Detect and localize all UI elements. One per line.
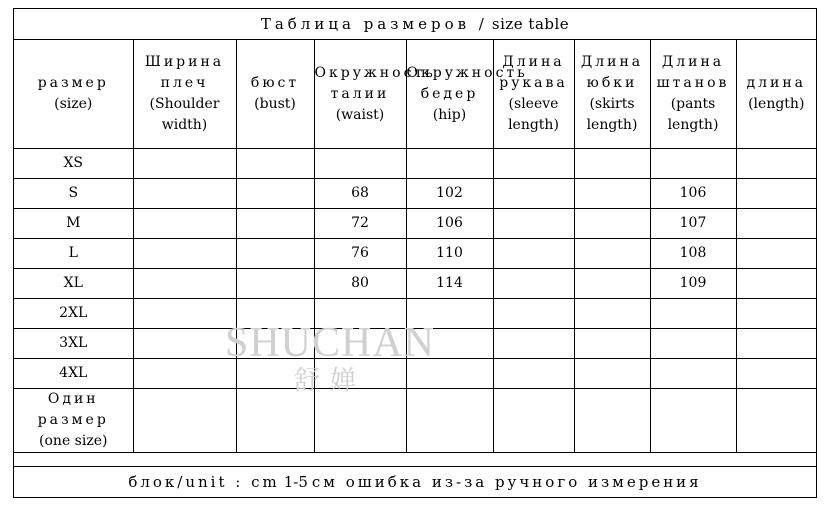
header-sleeve: Длина рукава (sleeve length) bbox=[493, 40, 574, 149]
waist-cell bbox=[314, 299, 406, 329]
empty-cell bbox=[314, 389, 406, 453]
bust-cell bbox=[236, 239, 314, 269]
sleeve-cell bbox=[493, 269, 574, 299]
waist-cell: 72 bbox=[314, 209, 406, 239]
pants-cell bbox=[650, 359, 736, 389]
waist-cell bbox=[314, 329, 406, 359]
table-row bbox=[14, 299, 816, 329]
length-cell bbox=[736, 149, 816, 179]
length-cell bbox=[736, 269, 816, 299]
empty-cell bbox=[574, 389, 650, 453]
waist-cell bbox=[314, 359, 406, 389]
pants-cell bbox=[650, 149, 736, 179]
header-hip: Окружность бедер (hip) bbox=[406, 40, 493, 149]
sleeve-cell bbox=[493, 299, 574, 329]
skirt-cell bbox=[574, 179, 650, 209]
watermark-chinese: 舒婵 bbox=[293, 366, 366, 396]
size-cell: M bbox=[14, 209, 133, 239]
empty-cell bbox=[406, 389, 493, 453]
shoulder-cell bbox=[133, 299, 236, 329]
skirt-cell bbox=[574, 269, 650, 299]
length-cell bbox=[736, 329, 816, 359]
waist-cell: 76 bbox=[314, 239, 406, 269]
shoulder-cell bbox=[133, 269, 236, 299]
skirt-cell bbox=[574, 359, 650, 389]
one-size-en: (one size) bbox=[39, 433, 108, 449]
size-cell: S bbox=[14, 179, 133, 209]
empty-cell bbox=[650, 389, 736, 453]
length-cell bbox=[736, 239, 816, 269]
size-cell: 4XL bbox=[14, 359, 133, 389]
table-row bbox=[14, 179, 816, 209]
title-ru: Таблица размеров / bbox=[260, 15, 488, 33]
table-footer bbox=[14, 466, 816, 497]
hip-cell bbox=[406, 149, 493, 179]
sleeve-cell bbox=[493, 179, 574, 209]
size-cell: 3XL bbox=[14, 329, 133, 359]
bust-cell bbox=[236, 209, 314, 239]
table-row bbox=[14, 239, 816, 269]
skirt-cell bbox=[574, 329, 650, 359]
hip-cell: 102 bbox=[406, 179, 493, 209]
shoulder-cell bbox=[133, 359, 236, 389]
header-length: длина (length) bbox=[736, 40, 816, 149]
one-size-ru: Один размер bbox=[37, 391, 109, 428]
shoulder-cell bbox=[133, 149, 236, 179]
bust-cell bbox=[236, 299, 314, 329]
table-title bbox=[14, 9, 816, 40]
bust-cell bbox=[236, 179, 314, 209]
footer-unit: блок/unit : cm bbox=[128, 473, 280, 491]
one-size-cell bbox=[14, 389, 133, 453]
sleeve-cell bbox=[493, 239, 574, 269]
bust-cell bbox=[236, 329, 314, 359]
hip-cell: 110 bbox=[406, 239, 493, 269]
size-cell: XL bbox=[14, 269, 133, 299]
length-cell bbox=[736, 359, 816, 389]
table-row bbox=[14, 359, 816, 389]
hip-cell: 114 bbox=[406, 269, 493, 299]
table-row-one-size bbox=[14, 389, 816, 453]
bust-cell bbox=[236, 269, 314, 299]
table-row bbox=[14, 269, 816, 299]
header-row bbox=[14, 40, 816, 149]
empty-cell bbox=[493, 389, 574, 453]
size-table bbox=[14, 40, 816, 453]
size-cell: L bbox=[14, 239, 133, 269]
title-en: size table bbox=[491, 15, 570, 33]
table-row bbox=[14, 209, 816, 239]
header-bust: бюст (bust) bbox=[236, 40, 314, 149]
pants-cell: 107 bbox=[650, 209, 736, 239]
pants-cell bbox=[650, 329, 736, 359]
waist-cell: 80 bbox=[314, 269, 406, 299]
sleeve-cell bbox=[493, 359, 574, 389]
pants-cell: 108 bbox=[650, 239, 736, 269]
hip-cell: 106 bbox=[406, 209, 493, 239]
length-cell bbox=[736, 209, 816, 239]
header-shoulder: Ширина плеч (Shoulder width) bbox=[133, 40, 236, 149]
footer-range: 1-5 bbox=[283, 473, 308, 491]
shoulder-cell bbox=[133, 329, 236, 359]
pants-cell: 106 bbox=[650, 179, 736, 209]
size-table-frame bbox=[13, 8, 817, 498]
length-cell bbox=[736, 179, 816, 209]
skirt-cell bbox=[574, 239, 650, 269]
empty-cell bbox=[736, 389, 816, 453]
hip-cell bbox=[406, 299, 493, 329]
pants-cell: 109 bbox=[650, 269, 736, 299]
bust-cell bbox=[236, 149, 314, 179]
size-cell: XS bbox=[14, 149, 133, 179]
footer-note: см ошибка из-за ручного измерения bbox=[311, 473, 702, 491]
sleeve-cell bbox=[493, 329, 574, 359]
skirt-cell bbox=[574, 209, 650, 239]
bust-cell bbox=[236, 359, 314, 389]
header-pants: Длина штанов (pants length) bbox=[650, 40, 736, 149]
shoulder-cell bbox=[133, 179, 236, 209]
length-cell bbox=[736, 299, 816, 329]
hip-cell bbox=[406, 359, 493, 389]
waist-cell: 68 bbox=[314, 179, 406, 209]
shoulder-cell bbox=[133, 239, 236, 269]
header-skirt: Длина юбки (skirts length) bbox=[574, 40, 650, 149]
hip-cell bbox=[406, 329, 493, 359]
header-size: размер (size) bbox=[14, 40, 133, 149]
empty-cell bbox=[133, 389, 236, 453]
skirt-cell bbox=[574, 299, 650, 329]
empty-cell bbox=[236, 389, 314, 453]
skirt-cell bbox=[574, 149, 650, 179]
watermark-latin: SHUCHAN bbox=[224, 320, 436, 366]
header-waist: Окружность талии (waist) bbox=[314, 40, 406, 149]
waist-cell bbox=[314, 149, 406, 179]
shoulder-cell bbox=[133, 209, 236, 239]
sleeve-cell bbox=[493, 209, 574, 239]
table-row bbox=[14, 149, 816, 179]
size-cell: 2XL bbox=[14, 299, 133, 329]
sleeve-cell bbox=[493, 149, 574, 179]
table-row bbox=[14, 329, 816, 359]
pants-cell bbox=[650, 299, 736, 329]
